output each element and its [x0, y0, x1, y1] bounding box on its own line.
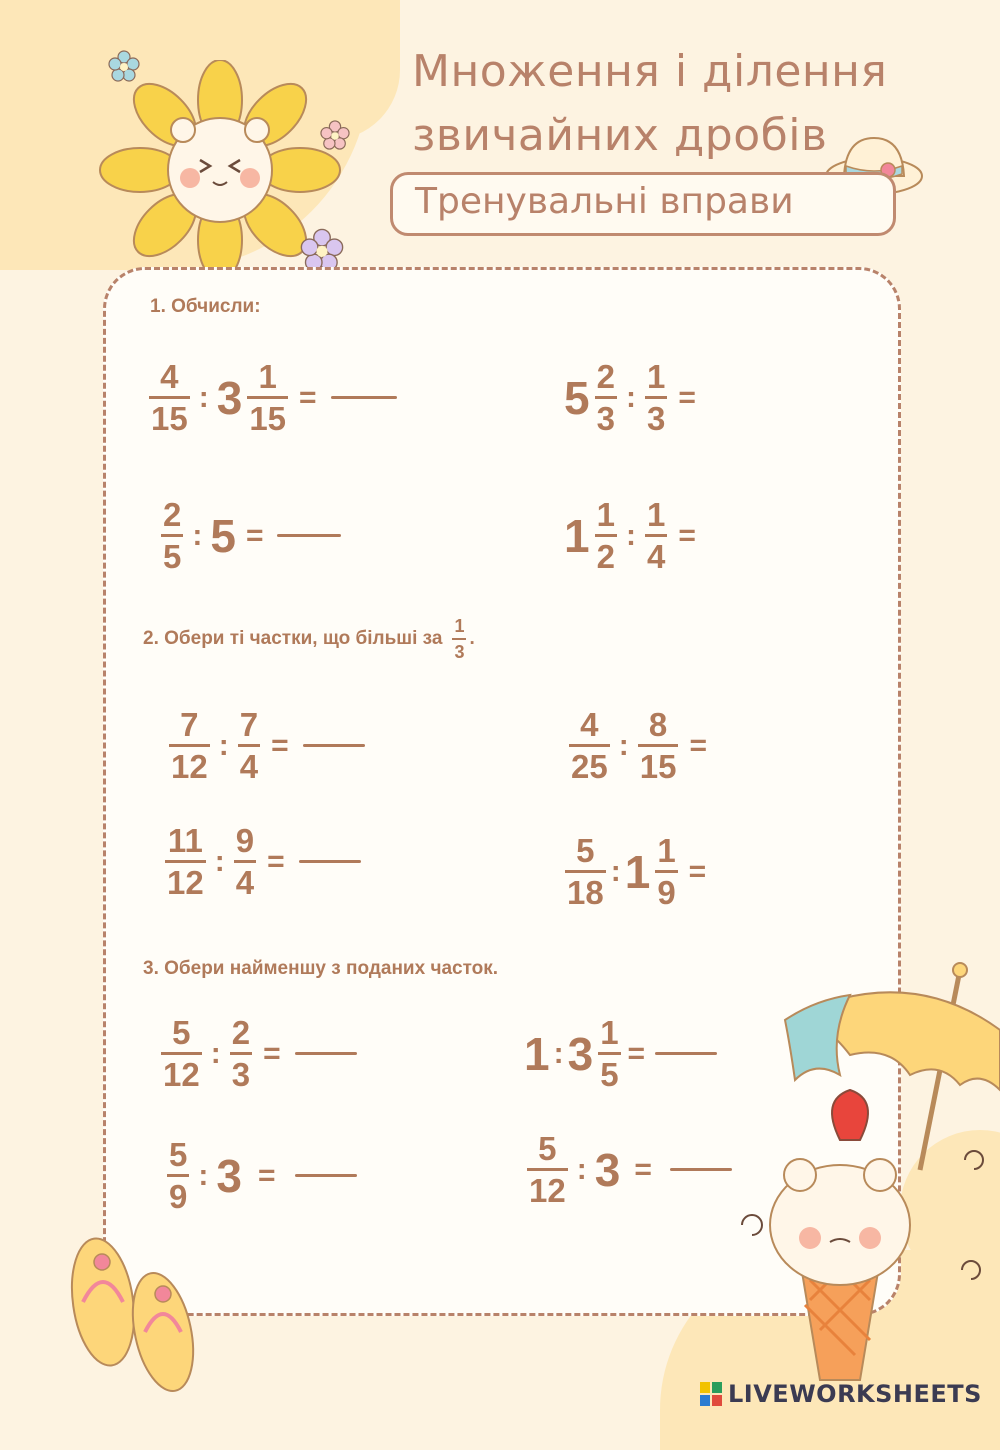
fraction: $\frac{1}{2}$: [596, 496, 615, 575]
task2-label: 2. Обери ті частки, що більші за $\frac{1}{3}$ .: [143, 616, 475, 662]
fraction: $\frac{5}{18}$: [567, 832, 604, 911]
task2-expression-2: $\frac{4}{25}$ : $\frac{8}{15}$ =: [571, 706, 707, 785]
answer-blank[interactable]: [670, 1168, 732, 1171]
fraction: $\frac{4}{15}$: [151, 358, 188, 437]
fraction: $\frac{7}{4}$: [239, 706, 259, 785]
task2-expression-1: $\frac{7}{12}$ : $\frac{7}{4}$ =: [166, 708, 365, 783]
answer-blank[interactable]: [299, 860, 361, 863]
fraction: $\frac{2}{5}$: [163, 496, 182, 575]
task1-label: 1. Обчисли:: [150, 296, 261, 317]
task3-expression-3: $\frac{5}{9}$ : 3 =: [164, 1138, 357, 1213]
fraction: $\frac{9}{4}$: [235, 822, 255, 901]
subtitle-box: [390, 172, 896, 236]
task1-expression-3: $\frac{2}{5}$ : 5 =: [158, 498, 341, 573]
brand-watermark: LIVEWORKSHEETS: [728, 1380, 982, 1408]
blue-flower-icon: [108, 50, 140, 82]
fraction: $\frac{2}{3}$: [596, 358, 615, 437]
fraction: $\frac{5}{9}$: [169, 1136, 188, 1215]
task2-expression-3: $\frac{11}{12}$ : $\frac{9}{4}$ =: [162, 824, 361, 899]
subtitle: Тренувальні вправи: [415, 181, 794, 222]
task3-expression-2: 1 : 3 $\frac{1}{5}$ =: [522, 1016, 717, 1091]
fraction: $\frac{1}{9}$: [657, 832, 676, 911]
answer-blank[interactable]: [295, 1174, 357, 1177]
task3-expression-1: $\frac{5}{12}$ : $\frac{2}{3}$ =: [158, 1016, 357, 1091]
fraction: $\frac{8}{15}$: [639, 706, 677, 785]
task2-expression-4: $\frac{5}{18}$ : 1 $\frac{1}{9}$ =: [567, 832, 707, 911]
fraction: $\frac{1}{4}$: [646, 496, 666, 575]
fraction: $\frac{2}{3}$: [231, 1014, 251, 1093]
umbrella-icecream-illustration: [730, 960, 1000, 1390]
task3-expression-4: $\frac{5}{12}$ : 3 =: [524, 1132, 732, 1207]
task1-expression-4: 1 $\frac{1}{2}$ : $\frac{1}{4}$ =: [564, 496, 696, 575]
fraction: $\frac{5}{12}$: [163, 1014, 200, 1093]
answer-blank[interactable]: [303, 744, 365, 747]
task3-label: 3. Обери найменшу з поданих часток.: [143, 958, 499, 979]
task1-expression-1: $\frac{4}{15}$ : 3 $\frac{1}{15}$ =: [146, 360, 397, 435]
liveworksheets-logo-icon: [700, 1382, 722, 1406]
page-title-line1: Множення і ділення: [412, 46, 888, 97]
answer-blank[interactable]: [331, 396, 397, 399]
answer-blank[interactable]: [295, 1052, 357, 1055]
task1-expression-2: 5 $\frac{2}{3}$ : $\frac{1}{3}$ =: [564, 358, 696, 437]
fraction: $\frac{7}{12}$: [171, 706, 208, 785]
flip-flops-illustration: [65, 1232, 205, 1402]
fraction: $\frac{1}{3}$: [454, 616, 465, 662]
answer-blank[interactable]: [277, 534, 341, 537]
fraction: $\frac{4}{25}$: [571, 706, 608, 785]
fraction: $\frac{11}{12}$: [167, 822, 204, 901]
answer-blank[interactable]: [655, 1052, 717, 1055]
fraction: $\frac{5}{12}$: [529, 1130, 566, 1209]
lilac-flower-icon: [300, 228, 344, 272]
fraction: $\frac{1}{5}$: [600, 1014, 619, 1093]
pink-flower-icon: [320, 120, 350, 150]
page-title-line2: звичайних дробів: [412, 110, 828, 161]
fraction: $\frac{1}{15}$: [249, 358, 287, 437]
fraction: $\frac{1}{3}$: [646, 358, 666, 437]
